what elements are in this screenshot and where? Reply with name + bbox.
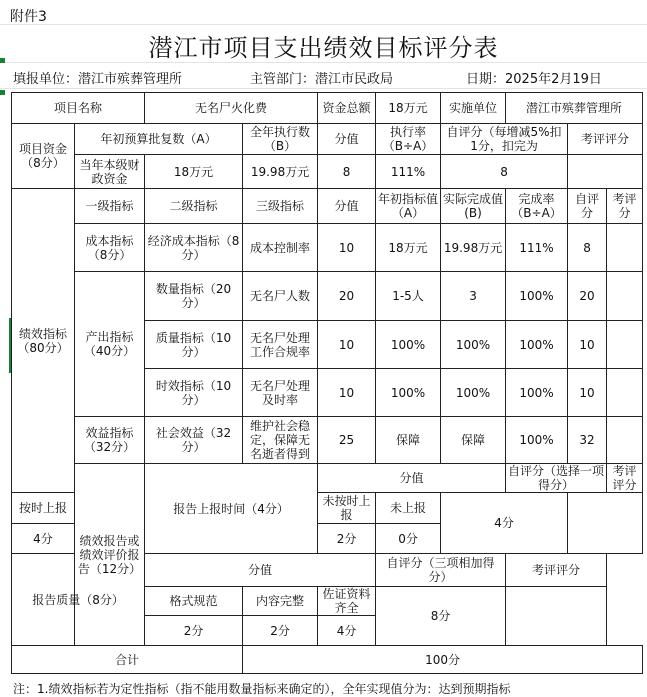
time-level2[interactable]: 时效指标（10分）	[145, 369, 243, 417]
qual-review[interactable]	[607, 321, 643, 369]
report-quality-review-label[interactable]: 考评评分	[506, 554, 607, 587]
report-section-label[interactable]: 绩效报告或绩效评价报告（12分）	[75, 464, 145, 646]
not-reported-points[interactable]: 0分	[376, 524, 441, 554]
funds-total-label[interactable]: 资金总额	[318, 93, 376, 124]
qty-level3[interactable]: 无名尸人数	[243, 272, 318, 321]
qty-rate[interactable]: 100%	[506, 272, 568, 321]
cost-target[interactable]: 18万元	[376, 224, 441, 272]
late-label[interactable]: 未按时上报	[318, 493, 376, 524]
qual-actual[interactable]: 100%	[441, 321, 506, 369]
report-time-label[interactable]: 报告上报时间（4分）	[145, 464, 318, 554]
benefit-actual[interactable]: 保障	[441, 417, 506, 464]
level2-header[interactable]: 二级指标	[145, 189, 243, 224]
completion-header[interactable]: 完成率（B÷A）	[506, 189, 568, 224]
report-time-self-label[interactable]: 自评分（选择一项得分）	[506, 464, 607, 493]
late-points[interactable]: 2分	[318, 524, 376, 554]
funds-self-score[interactable]: 8	[441, 155, 568, 189]
total-label[interactable]: 合计	[12, 646, 243, 674]
reporting-unit: 填报单位：潜江市殡葬管理所	[13, 72, 183, 87]
attachment-label: 附件3	[10, 9, 47, 25]
score-col-header[interactable]: 分值	[318, 124, 376, 155]
table-row	[12, 417, 643, 464]
self-header[interactable]: 自评分	[568, 189, 607, 224]
table-row	[12, 155, 643, 189]
cell-marker	[0, 90, 5, 95]
exec-rate-value[interactable]: 111%	[376, 155, 441, 189]
cost-actual[interactable]: 19.98万元	[441, 224, 506, 272]
report-quality-self-score[interactable]: 8分	[376, 587, 506, 646]
time-rate[interactable]: 100%	[506, 369, 568, 417]
current-funds-label[interactable]: 当年本级财政资金	[75, 155, 145, 189]
qty-review[interactable]	[607, 272, 643, 321]
score-table	[11, 92, 643, 674]
on-time-points[interactable]: 4分	[12, 524, 75, 554]
cost-review[interactable]	[607, 224, 643, 272]
time-target[interactable]: 100%	[376, 369, 441, 417]
time-level3[interactable]: 无名尸处理及时率	[243, 369, 318, 417]
qty-score[interactable]: 20	[318, 272, 376, 321]
rate-col-header[interactable]: 执行率（B÷A）	[376, 124, 441, 155]
target-header[interactable]: 年初指标值（A）	[376, 189, 441, 224]
table-row	[12, 189, 643, 224]
report-quality-self-label[interactable]: 自评分（三项相加得分）	[376, 554, 506, 587]
evidence-points[interactable]: 4分	[318, 616, 376, 646]
benefit-self[interactable]: 32	[568, 417, 607, 464]
benefit-level3[interactable]: 维护社会稳定，保障无名逝者得到	[243, 417, 318, 464]
qual-target[interactable]: 100%	[376, 321, 441, 369]
sheet-gridline	[0, 88, 647, 89]
qual-self[interactable]: 10	[568, 321, 607, 369]
report-time-review-label[interactable]: 考评评分	[607, 464, 643, 493]
time-actual[interactable]: 100%	[441, 369, 506, 417]
content-label[interactable]: 内容完整	[243, 587, 318, 616]
report-quality-score-label[interactable]: 分值	[145, 554, 376, 587]
report-quality-review-score[interactable]	[506, 587, 607, 646]
format-points[interactable]: 2分	[145, 616, 243, 646]
report-time-score-label[interactable]: 分值	[318, 464, 506, 493]
format-label[interactable]: 格式规范	[145, 587, 243, 616]
funds-section-label[interactable]: 项目资金（8分）	[12, 124, 75, 189]
funds-score-value[interactable]: 8	[318, 155, 376, 189]
qual-level2[interactable]: 质量指标（10分）	[145, 321, 243, 369]
sheet-gridline	[0, 24, 647, 25]
actual-header[interactable]: 实际完成值(B)	[441, 189, 506, 224]
qty-actual[interactable]: 3	[441, 272, 506, 321]
total-value[interactable]: 100分	[243, 646, 643, 674]
footnote: 注：1.绩效指标若为定性指标（指不能用数量指标来确定的），全年实现值分为：达到预期指标	[13, 682, 511, 696]
qual-score[interactable]: 10	[318, 321, 376, 369]
cost-score[interactable]: 10	[318, 224, 376, 272]
qual-level3[interactable]: 无名尸处理工作合规率	[243, 321, 318, 369]
output-level1[interactable]: 产出指标（40分）	[75, 272, 145, 417]
qty-self[interactable]: 20	[568, 272, 607, 321]
supervising-dept: 主管部门：潜江市民政局	[250, 72, 394, 87]
benefit-level1[interactable]: 效益指标（32分）	[75, 417, 145, 464]
qty-target[interactable]: 1-5人	[376, 272, 441, 321]
exec-col-header[interactable]: 全年执行数（B）	[243, 124, 318, 155]
cost-level1[interactable]: 成本指标（8分）	[75, 224, 145, 272]
report-quality-label[interactable]: 报告质量（8分）	[12, 554, 145, 646]
benefit-level2[interactable]: 社会效益（32分）	[145, 417, 243, 464]
qty-level2[interactable]: 数量指标（20分）	[145, 272, 243, 321]
table-row	[12, 272, 643, 321]
benefit-rate[interactable]: 100%	[506, 417, 568, 464]
funds-review-score[interactable]	[568, 155, 643, 189]
cost-level3[interactable]: 成本控制率	[243, 224, 318, 272]
perf-section-label[interactable]: 绩效指标（80分）	[12, 189, 75, 493]
exec-value[interactable]: 19.98万元	[243, 155, 318, 189]
level1-header[interactable]: 一级指标	[75, 189, 145, 224]
on-time-label[interactable]: 按时上报	[12, 493, 75, 524]
impl-unit-label[interactable]: 实施单位	[441, 93, 506, 124]
cost-rate[interactable]: 111%	[506, 224, 568, 272]
table-row	[12, 646, 643, 674]
table-row	[12, 464, 643, 493]
review-col-header[interactable]: 考评评分	[568, 124, 643, 155]
benefit-score[interactable]: 25	[318, 417, 376, 464]
table-row	[12, 124, 643, 155]
level3-header[interactable]: 三级指标	[243, 189, 318, 224]
cost-level2[interactable]: 经济成本指标（8分）	[145, 224, 243, 272]
page-title: 潜江市项目支出绩效目标评分表	[148, 34, 499, 62]
review-header[interactable]: 考评分	[607, 189, 643, 224]
impl-unit-value[interactable]: 潜江市殡葬管理所	[506, 93, 643, 124]
budget-col-header[interactable]: 年初预算批复数（A）	[75, 124, 243, 155]
report-time-self-score[interactable]: 4分	[441, 493, 568, 554]
report-time-review-score[interactable]	[568, 493, 643, 554]
benefit-target[interactable]: 保障	[376, 417, 441, 464]
table-row	[12, 93, 643, 124]
not-reported-label[interactable]: 未上报	[376, 493, 441, 524]
funds-total-value[interactable]: 18万元	[376, 93, 441, 124]
qual-rate[interactable]: 100%	[506, 321, 568, 369]
cost-self[interactable]: 8	[568, 224, 607, 272]
time-score[interactable]: 10	[318, 369, 376, 417]
time-self[interactable]: 10	[568, 369, 607, 417]
time-review[interactable]	[607, 369, 643, 417]
self-col-header[interactable]: 自评分（每增减5%扣1分，扣完为	[441, 124, 568, 155]
perf-score-header[interactable]: 分值	[318, 189, 376, 224]
evidence-label[interactable]: 佐证资料齐全	[318, 587, 376, 616]
content-points[interactable]: 2分	[243, 616, 318, 646]
project-name-label[interactable]: 项目名称	[12, 93, 145, 124]
budget-value[interactable]: 18万元	[145, 155, 243, 189]
project-name-value[interactable]: 无名尸火化费	[145, 93, 318, 124]
report-date: 日期：2025年2月19日	[466, 72, 602, 87]
benefit-review[interactable]	[607, 417, 643, 464]
table-row	[12, 224, 643, 272]
